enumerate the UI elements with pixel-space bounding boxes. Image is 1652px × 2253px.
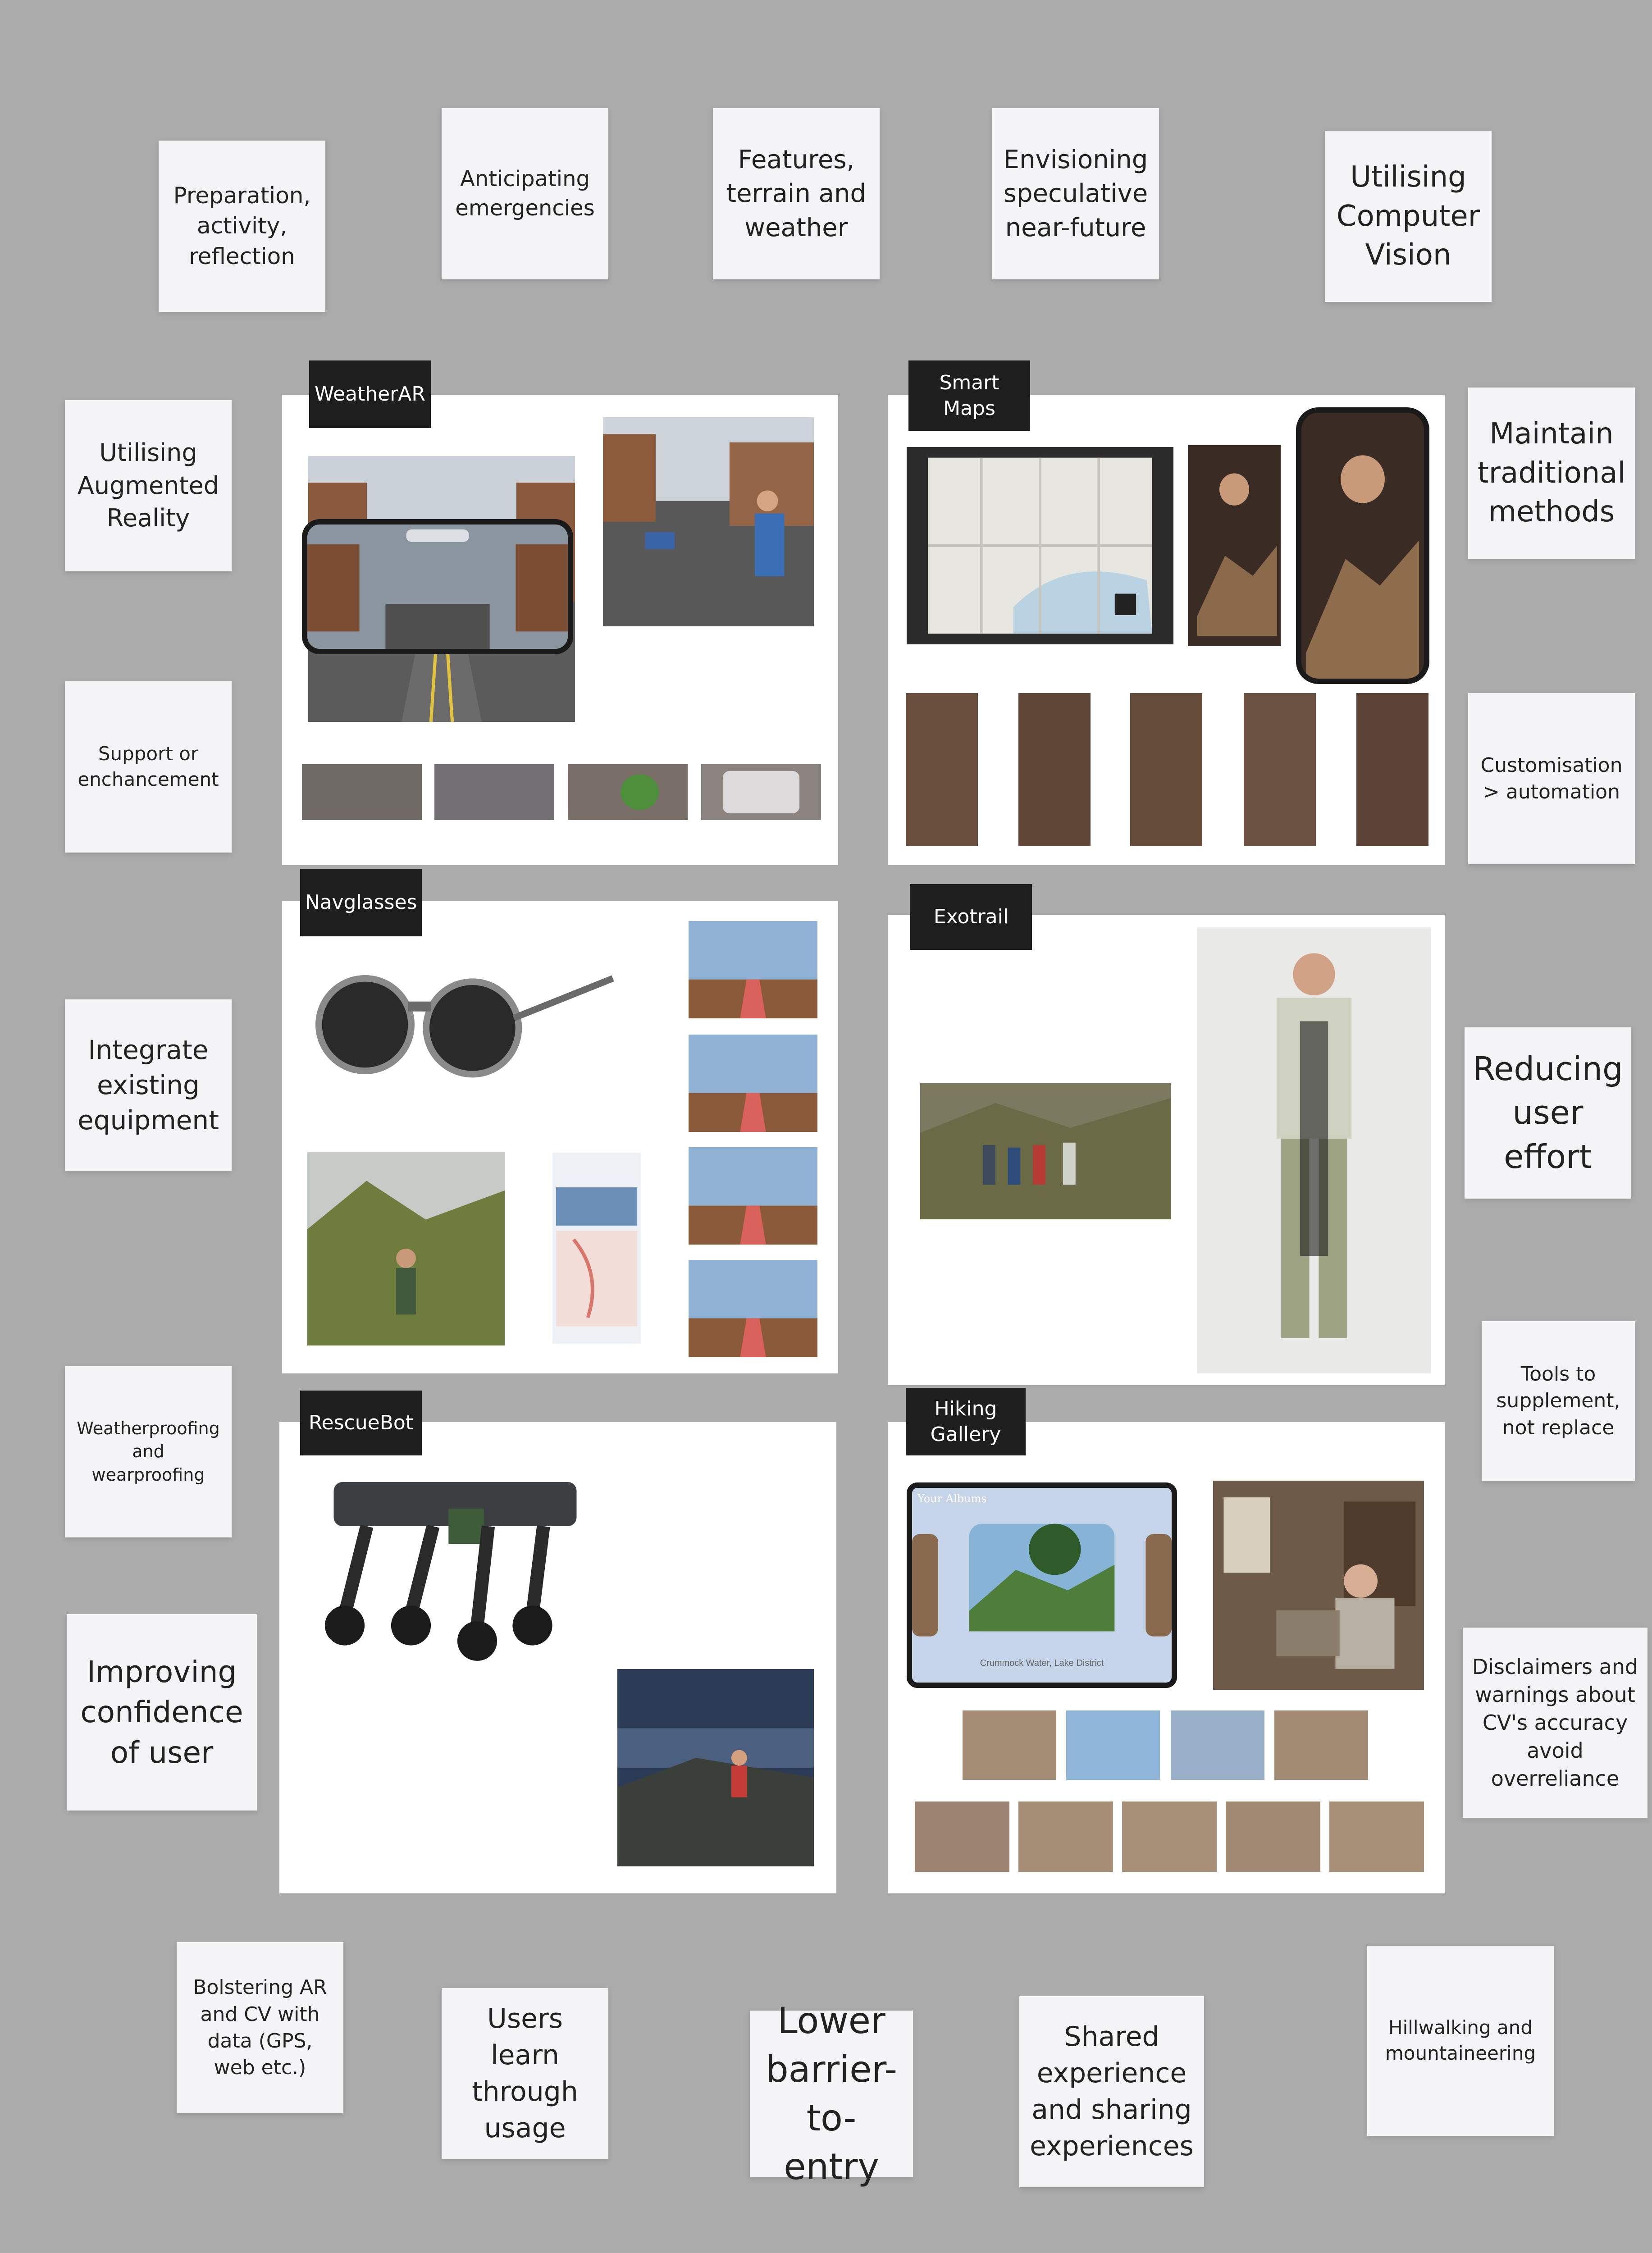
sticky-note-lower[interactable] xyxy=(750,2000,913,2188)
sticky-note-learn[interactable] xyxy=(442,1988,608,2159)
sticky-text: Improving confidence of user xyxy=(80,1655,243,1770)
navglasses-app-screen xyxy=(552,1153,641,1344)
user-with-phone-photo xyxy=(603,417,814,626)
sticky-text: Support or enchancement xyxy=(78,743,219,790)
gallery-thumb-3 xyxy=(1171,1710,1264,1780)
gallery-thumb-1 xyxy=(963,1710,1056,1780)
sticky-note-integrate[interactable] xyxy=(65,999,232,1171)
sticky-note-confidence[interactable] xyxy=(67,1614,257,1811)
sticky-text: Hillwalking and mountaineering xyxy=(1385,2016,1536,2064)
gallery-thumb-2 xyxy=(1066,1710,1160,1780)
sticky-text: Preparation, activity, reflection xyxy=(173,182,311,269)
navglasses-view-4 xyxy=(689,1260,817,1357)
sticky-text: Envisioning speculative near-future xyxy=(1003,145,1148,242)
ar-thumbnail-1 xyxy=(302,764,422,820)
sticky-text: Features, terrain and weather xyxy=(726,145,866,242)
smartmaps-thumb-1 xyxy=(906,693,978,846)
sticky-note-disclaimers[interactable] xyxy=(1463,1628,1647,1818)
sticky-text: Reducing user effort xyxy=(1473,1050,1623,1176)
ar-thumbnail-4 xyxy=(701,764,821,820)
frame-label-rescuebot: RescueBot xyxy=(300,1391,422,1455)
gallery-thumb-4 xyxy=(1274,1710,1368,1780)
sticky-note-cv[interactable] xyxy=(1325,131,1492,302)
smartmaps-thumb-5 xyxy=(1356,693,1428,846)
sticky-note-hillwalking[interactable] xyxy=(1367,1946,1554,2136)
sticky-text: Anticipating emergencies xyxy=(455,166,595,221)
exoskeleton-model-photo xyxy=(1197,927,1431,1373)
gallery-thumb-8 xyxy=(1226,1801,1320,1872)
elderly-user-photo xyxy=(1213,1481,1424,1690)
hikers-group-photo xyxy=(920,1083,1171,1219)
sticky-note-tools[interactable] xyxy=(1482,1321,1635,1481)
sticky-text: Maintain traditional methods xyxy=(1477,417,1626,529)
navglasses-view-1 xyxy=(689,921,817,1018)
ar-thumbnail-3 xyxy=(568,764,688,820)
ar-thumbnail-2 xyxy=(434,764,554,820)
sticky-text: Lower barrier-to-entry xyxy=(765,2000,898,2188)
gallery-photo-caption: Crummock Water, Lake District xyxy=(980,1658,1104,1668)
navglasses-view-3 xyxy=(689,1147,817,1245)
gallery-thumb-6 xyxy=(1018,1801,1113,1872)
sticky-text: Shared experience and sharing experiences xyxy=(1030,2021,1194,2162)
sticky-note-weatherproof[interactable] xyxy=(65,1366,232,1537)
gallery-thumb-9 xyxy=(1329,1801,1424,1872)
rescuebot-robot-image xyxy=(306,1460,604,1681)
smartmaps-thumb-4 xyxy=(1244,693,1316,846)
sticky-note-support[interactable] xyxy=(65,681,232,853)
night-hiker-photo xyxy=(617,1669,814,1866)
hiker-highlands-photo xyxy=(307,1152,505,1345)
frame-label-weatherar: WeatherAR xyxy=(309,360,431,428)
sticky-text: Utilising Computer Vision xyxy=(1336,160,1480,272)
sticky-note-shared[interactable] xyxy=(1019,1996,1204,2187)
sticky-note-traditional[interactable] xyxy=(1468,388,1635,559)
gallery-albums-title: Your Albums xyxy=(917,1492,987,1505)
sticky-note-ar[interactable] xyxy=(65,400,232,571)
sticky-note-custom[interactable] xyxy=(1468,693,1635,864)
smartmaps-thumb-2 xyxy=(1018,693,1091,846)
frame-label-exotrail: Exotrail xyxy=(910,884,1032,950)
sticky-note-emergencies[interactable] xyxy=(442,108,608,279)
frame-label-hikinggallery: Hiking Gallery xyxy=(906,1388,1026,1455)
gallery-thumb-5 xyxy=(915,1801,1009,1872)
frame-label-smartmaps: Smart Maps xyxy=(908,360,1030,431)
sticky-text: Customisation > automation xyxy=(1480,753,1623,803)
gallery-thumb-7 xyxy=(1122,1801,1217,1872)
sticky-text: Disclaimers and warnings about CV's accuracy avoid overreliance xyxy=(1472,1654,1638,1791)
smartmaps-thumb-3 xyxy=(1130,693,1202,846)
sticky-text: Utilising Augmented Reality xyxy=(77,438,219,533)
sticky-note-reducing[interactable] xyxy=(1465,1027,1631,1199)
smartmaps-phone-mockup xyxy=(1296,407,1429,684)
sticky-note-bolstering[interactable] xyxy=(177,1942,343,2113)
sticky-note-features[interactable] xyxy=(713,108,880,279)
sticky-text: Bolstering AR and CV with data (GPS, web etc.) xyxy=(193,1976,327,2080)
frame-label-navglasses: Navglasses xyxy=(300,869,422,936)
sticky-text: Weatherproofing and wearproofing xyxy=(77,1418,220,1485)
sticky-text: Tools to supplement, not replace xyxy=(1496,1362,1620,1439)
sticky-text: Users learn through usage xyxy=(472,2003,578,2144)
projected-map-photo xyxy=(1188,445,1281,646)
paper-map-photo xyxy=(907,447,1173,644)
sticky-note-envisioning[interactable] xyxy=(992,108,1159,279)
sticky-note-prep[interactable] xyxy=(159,141,325,312)
navglasses-view-2 xyxy=(689,1035,817,1132)
gallery-tablet-mockup xyxy=(907,1482,1177,1688)
navglasses-product-image xyxy=(297,945,631,1094)
sticky-text: Integrate existing equipment xyxy=(78,1034,219,1136)
ar-phone-mockup xyxy=(302,519,573,654)
